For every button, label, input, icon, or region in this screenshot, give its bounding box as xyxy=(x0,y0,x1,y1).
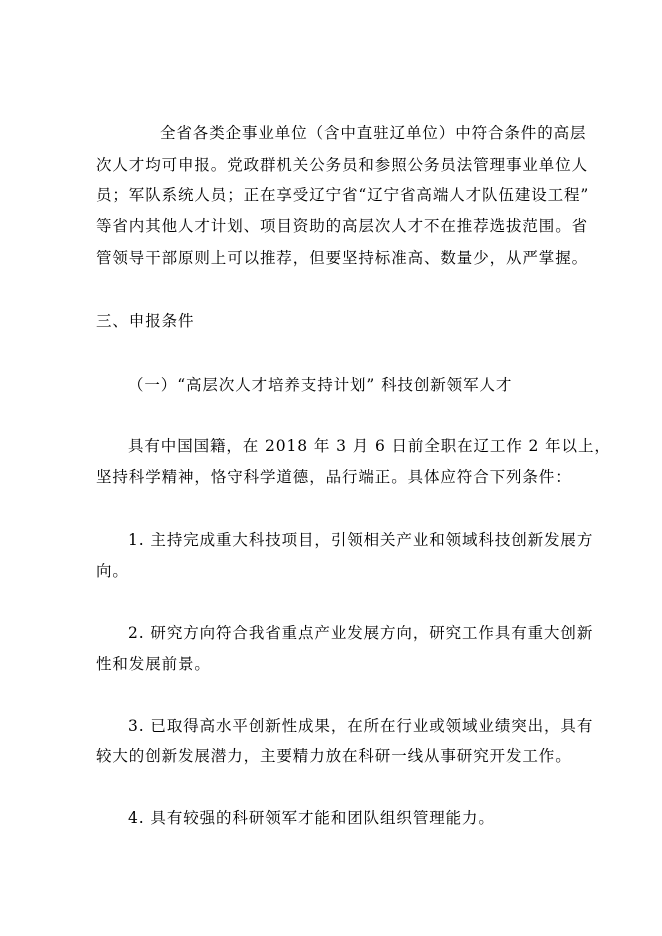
text-line: 具有中国国籍，在 2018 年 3 月 6 日前全职在辽工作 2 年以上， xyxy=(128,437,611,455)
text-line: 4. 具有较强的科研领军才能和团队组织管理能力。 xyxy=(128,809,495,827)
text-line: 全省各类企事业单位（含中直驻辽单位）中符合条件的高层 xyxy=(160,124,587,142)
text-line: 性和发展前景。 xyxy=(96,655,211,673)
text-line: 较大的创新发展潜力，主要精力放在科研一线从事研究开发工作。 xyxy=(96,747,572,765)
text-line: 等省内其他人才计划、项目资助的高层次人才不在推荐选拔范围。省 xyxy=(96,217,589,235)
text-line: 3. 已取得高水平创新性成果，在所在行业或领域业绩突出，具有 xyxy=(128,717,594,735)
text-line: 坚持科学精神，恪守科学道德，品行端正。具体应符合下列条件： xyxy=(96,468,572,486)
subsection-heading: （一）“高层次人才培养支持计划” 科技创新领军人才 xyxy=(128,376,513,394)
text-line: 1. 主持完成重大科技项目，引领相关产业和领域科技创新发展方 xyxy=(128,531,594,549)
section-heading: 三、申报条件 xyxy=(96,312,195,330)
text-line: 员；军队系统人员；正在享受辽宁省“辽宁省高端人才队伍建设工程” xyxy=(96,186,590,204)
text-line: 管领导干部原则上可以推荐，但要坚持标准高、数量少，从严掌握。 xyxy=(96,249,589,267)
text-line: 次人才均可申报。党政群机关公务员和参照公务员法管理事业单位人 xyxy=(96,156,589,174)
text-line: 向。 xyxy=(96,562,129,580)
text-line: 2. 研究方向符合我省重点产业发展方向，研究工作具有重大创新 xyxy=(128,624,594,642)
